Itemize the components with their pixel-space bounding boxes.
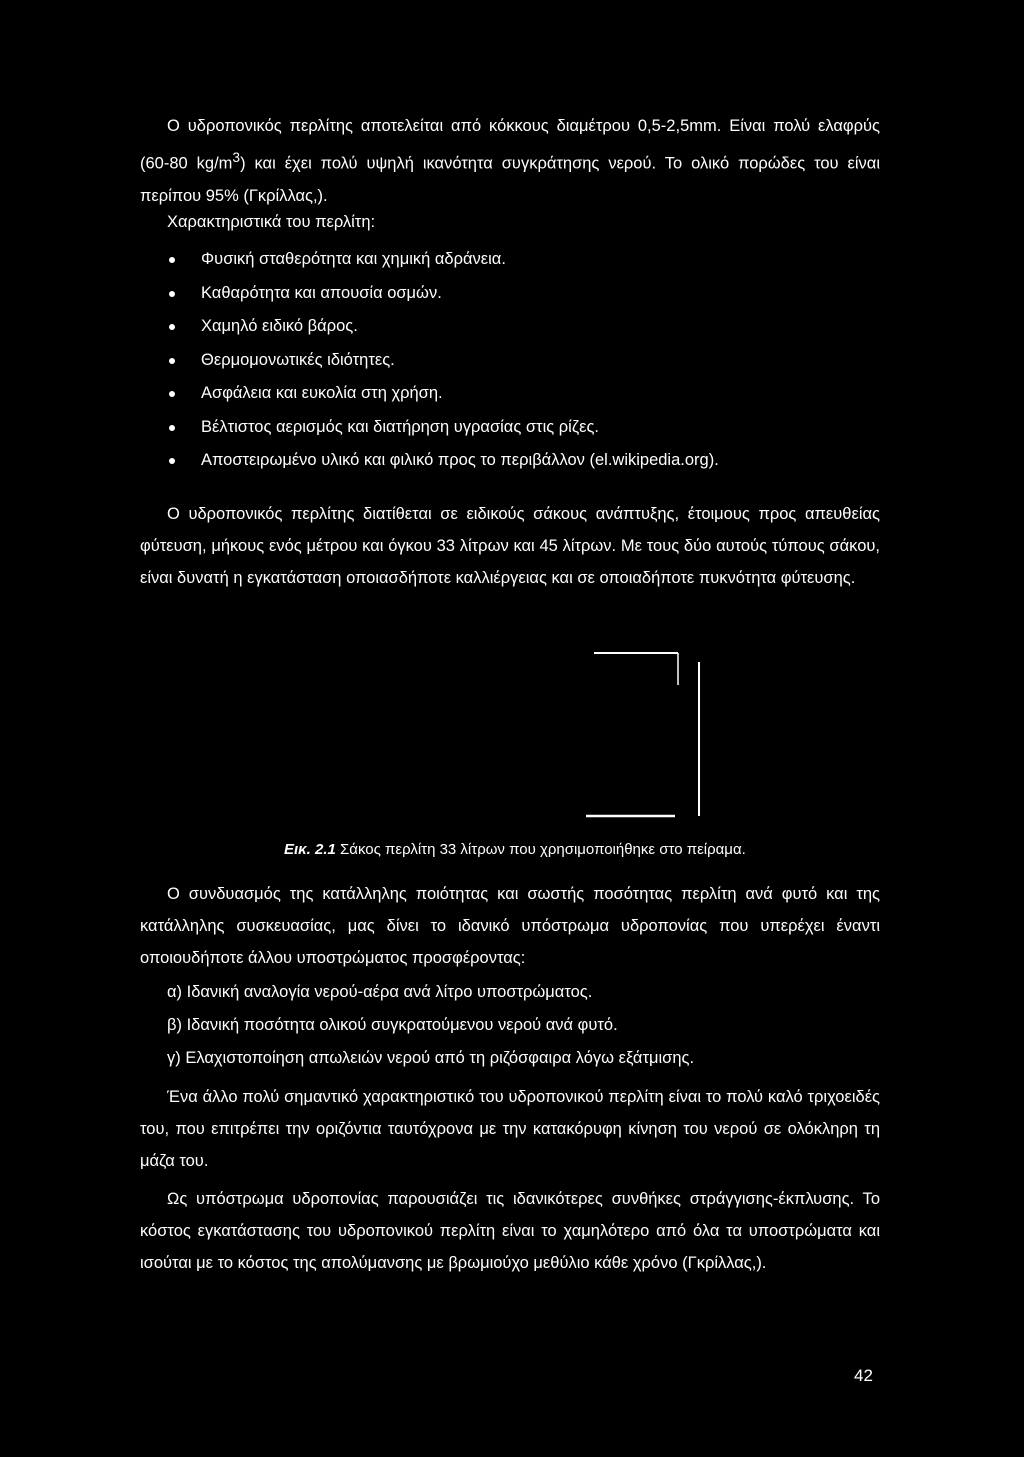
- list-item: [167, 411, 719, 445]
- list-item: [167, 243, 719, 277]
- bullet-icon: [169, 425, 175, 431]
- intro-text-start: Ο υδροπονικός περλίτης αποτελείται από κόκκους διαμέτρου 0,5-2,5mm. Είναι πολύ ελαφρύς (60-80 kg/m: [140, 117, 880, 173]
- list-item-text: Θερμομονωτικές ιδιότητες.: [201, 350, 395, 369]
- advantages-list: [167, 976, 694, 1075]
- superscript-exponent: 3: [232, 150, 241, 165]
- cost-paragraph: Ως υπόστρωμα υδροπονίας παρουσιάζει τις ιδανικότερες συνθήκες στράγγισης-έκπλυσης. Το κόστος εγκατάστασης του υδροπονικού περλίτη είναι το χαμηλότερο από όλα τα υποστρώματα και ισούται με το κόστος της απολύμανσης με βρωμιούχο μεθύλιο κάθε χρόνο (Γκρίλλας,).: [140, 1190, 880, 1272]
- bullet-icon: [169, 391, 175, 397]
- perlite-bag-figure: [580, 650, 702, 820]
- bullet-icon: [169, 358, 175, 364]
- list-item: [167, 277, 719, 311]
- bullet-icon: [169, 257, 175, 263]
- list-item: γ) Ελαχιστοποίηση απωλειών νερού από τη ριζόσφαιρα λόγω εξάτμισης.: [167, 1049, 695, 1067]
- list-item: α) Ιδανική αναλογία νερού-αέρα ανά λίτρο υποστρώματος.: [167, 983, 593, 1001]
- figure-caption: [284, 838, 844, 862]
- list-item: [167, 344, 719, 378]
- figure-label: Εικ. 2.1: [284, 841, 336, 858]
- characteristics-heading: Χαρακτηριστικά του περλίτη:: [167, 213, 376, 231]
- figure-caption-text: Σάκος περλίτη 33 λίτρων που χρησιμοποιήθηκε στο πείραμα.: [340, 841, 746, 858]
- list-item: [167, 377, 719, 411]
- page-number: 42: [854, 1366, 873, 1385]
- list-item: [167, 310, 719, 344]
- intro-text-end: ) και έχει πολύ υψηλή ικανότητα συγκράτησης νερού. Το ολικό πορώδες του είναι περίπου 95% (Γκρίλλας,).: [140, 154, 880, 205]
- list-item: β) Ιδανική ποσότητα ολικού συγκρατούμενου νερού ανά φυτό.: [167, 1016, 618, 1034]
- bags-paragraph: Ο υδροπονικός περλίτης διατίθεται σε ειδικούς σάκους ανάπτυξης, έτοιμους προς απευθείας φύτευση, μήκους ενός μέτρου και όγκου 33 λίτρων και 45 λίτρων. Με τους δύο αυτούς τύπους σάκου, είναι δυνατή η εγκατάσταση οποιασδήποτε καλλιέργειας και σε οποιαδήποτε πυκνότητα φύτευσης.: [140, 505, 880, 587]
- combination-paragraph: Ο συνδυασμός της κατάλληλης ποιότητας και σωστής ποσότητας περλίτη ανά φυτό και της κατάλληλης συσκευασίας, μας δίνει το ιδανικό υπόστρωμα υδροπονίας που υπερέχει έναντι οποιουδήποτε άλλου υποστρώματος προσφέροντας:: [140, 885, 880, 967]
- list-item: [167, 444, 719, 478]
- capillary-paragraph: Ένα άλλο πολύ σημαντικό χαρακτηριστικό του υδροπονικού περλίτη είναι το πολύ καλό τριχοειδές του, που επιτρέπει την οριζόντια ταυτόχρονα με την κατακόρυφη κίνηση του νερού σε ολόκληρη τη μάζα του.: [140, 1088, 880, 1170]
- list-item-text: Βέλτιστος αερισμός και διατήρηση υγρασίας στις ρίζες.: [201, 417, 599, 436]
- bullet-icon: [169, 291, 175, 297]
- list-item-text: Φυσική σταθερότητα και χημική αδράνεια.: [201, 250, 506, 268]
- bullet-icon: [169, 458, 175, 464]
- list-item-text: Αποστειρωμένο υλικό και φιλικό προς το περιβάλλον (el.wikipedia.org).: [201, 451, 719, 469]
- list-item-text: Ασφάλεια και ευκολία στη χρήση.: [201, 384, 443, 402]
- bullet-icon: [169, 324, 175, 330]
- intro-paragraph: [140, 110, 880, 212]
- list-item-text: Χαμηλό ειδικό βάρος.: [201, 317, 358, 335]
- figure-background: [580, 650, 702, 820]
- list-item-text: Καθαρότητα και απουσία οσμών.: [201, 283, 442, 302]
- characteristics-list: [167, 243, 719, 478]
